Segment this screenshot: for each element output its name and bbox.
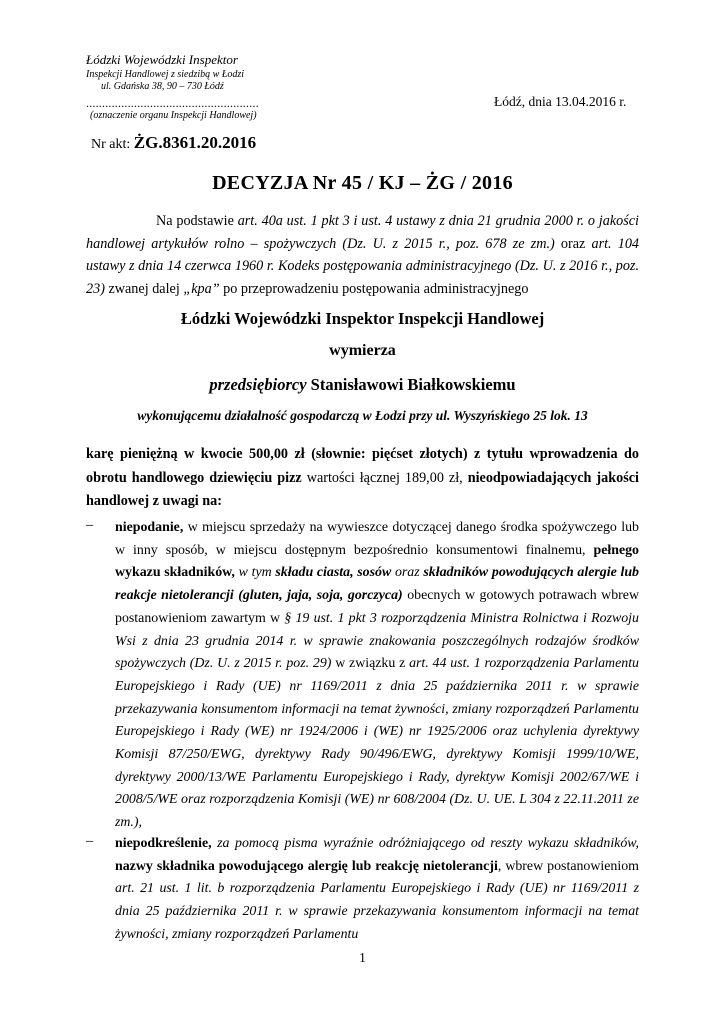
decision-title: DECYZJA Nr 45 / KJ – ŻG / 2016 bbox=[212, 172, 513, 194]
list-bullet: – bbox=[86, 517, 94, 533]
list-item: niepodanie, w miejscu sprzedaży na wywieszce dotyczącej danego środka spożywczego lub w inny sposób, w miejscu dostępnym bezpośrednio konsumentowi finalnemu, pełnego wykazu składników, w tym składu ciasta, sosów oraz składników powodujących alergie lub reakcje nietolerancji (gluten, jaja, soja, gorczyca) obecnych w gotowych potrawach wbrew postanowieniom zawartym w § 19 ust. 1 pkt 3 rozporządzenia Ministra Rolnictwa i Rozwoju Wsi z dnia 23 grudnia 2014 r. w sprawie znakowania poszczególnych rodzajów środków spożywczych (Dz. U. z 2015 r. poz. 29) w związku z art. 44 ust. 1 rozporządzenia Parlamentu Europejskiego i Rady (UE) nr 1169/2011 z dnia 25 października 2011 r. w sprawie przekazywania konsumentom informacji na temat żywności, zmiany rozporządzeń Parlamentu Europejskiego i Rady (WE) nr 1924/2006 i (WE) nr 1925/2006 oraz uchylenia dyrektywy Komisji 87/250/EWG, dyrektywy Rady 90/496/EWG, dyrektywy Komisji 1999/10/WE, dyrektywy 2000/13/WE Parlamentu Europejskiego i Rady, dyrektyw Komisji 2002/67/WE i 2008/5/WE oraz rozporządzenia Komisji (WE) nr 608/2004 (Dz. U. UE. L 304 z 22.11.2011 ze zm.), bbox=[115, 520, 640, 831]
act-number-line bbox=[91, 133, 256, 153]
organ-name-line2: Inspekcji Handlowej z siedzibą w Łodzi bbox=[86, 69, 245, 80]
organ-address: ul. Gdańska 38, 90 – 730 Łódź bbox=[101, 81, 224, 92]
entrepreneur-name: Stanisławowi Białkowskiemu bbox=[306, 375, 516, 394]
act-number-label: Nr akt: bbox=[91, 137, 134, 152]
document-date: Łódź, dnia 13.04.2016 r. bbox=[494, 94, 627, 109]
organ-name-line1: Łódzki Wojewódzki Inspektor bbox=[86, 52, 238, 67]
list-bullet: – bbox=[86, 833, 94, 849]
entrepreneur-label: przedsiębiorcy bbox=[209, 375, 307, 394]
business-address: wykonującemu działalność gospodarczą w Łodzi przy ul. Wyszyńskiego 25 lok. 13 bbox=[137, 408, 588, 423]
entrepreneur-line bbox=[0, 375, 725, 395]
legal-basis-paragraph: Na podstawie art. 40a ust. 1 pkt 3 i ust. 4 ustawy z dnia 21 grudnia 2000 r. o jakości handlowej artykułów rolno – spożywczych (Dz. U. z 2015 r., poz. 678 ze zm.) oraz art. 104 ustawy z dnia 14 czerwca 1960 r. Kodeks postępowania administracyjnego (Dz. U. z 2016 r., poz. 23) zwanej dalej „kpa” po przeprowadzeniu postępowania administracyjnego bbox=[86, 213, 640, 297]
page-number: 1 bbox=[359, 950, 366, 965]
penalty-paragraph: karę pieniężną w kwocie 500,00 zł (słownie: pięćset złotych) z tytułu wprowadzenia do obrotu handlowego dziewięciu pizz wartości łącznej 189,00 zł, nieodpowiadających jakości handlowej z uwagi na: bbox=[86, 446, 639, 509]
organ-dotted-line: ...................................................... bbox=[86, 96, 259, 110]
imposes-verb: wymierza bbox=[329, 342, 396, 359]
issuing-authority: Łódzki Wojewódzki Inspektor Inspekcji Handlowej bbox=[180, 309, 545, 328]
act-number: ŻG.8361.20.2016 bbox=[133, 133, 257, 152]
organ-note: (oznaczenie organu Inspekcji Handlowej) bbox=[90, 110, 257, 121]
list-item: niepodkreślenie, za pomocą pisma wyraźnie odróżniającego od reszty wykazu składników, nazwy składnika powodującego alergię lub reakcję nietolerancji, wbrew postanowieniom art. 21 ust. 1 lit. b rozporządzenia Parlamentu Europejskiego i Rady (UE) nr 1169/2011 z dnia 25 października 2011 r. w sprawie przekazywania konsumentom informacji na temat żywności, zmiany rozporządzeń Parlamentu bbox=[115, 836, 639, 942]
